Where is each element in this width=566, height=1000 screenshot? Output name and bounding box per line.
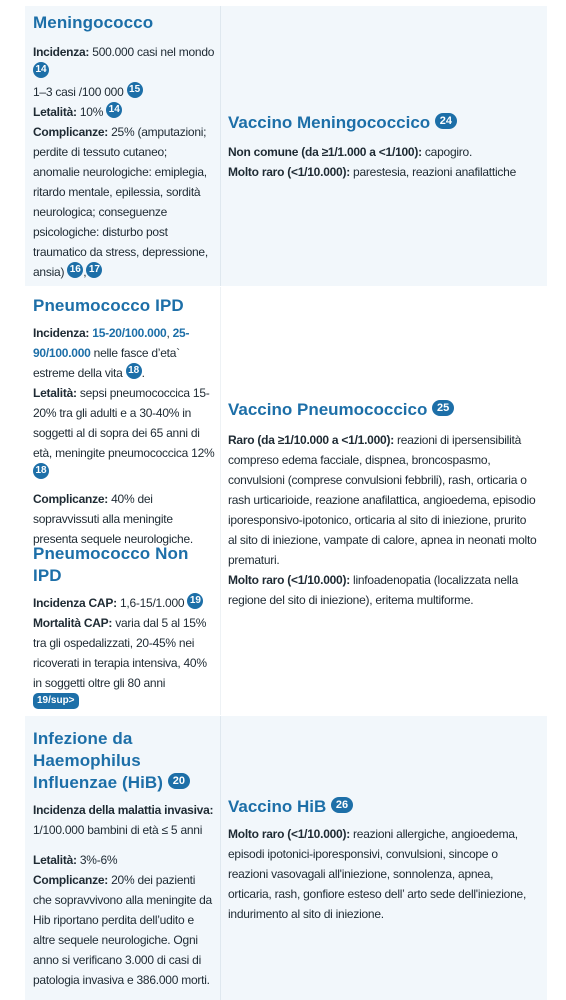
disease-title: Infezione da Haemophilus Influenzae (HiB) 20 [33, 728, 216, 794]
reference-badge[interactable]: 18 [126, 363, 142, 379]
reference-badge[interactable]: 14 [106, 102, 122, 118]
disease-column [25, 716, 220, 1000]
reference-badge[interactable]: 26 [331, 797, 353, 813]
disease-column [25, 6, 220, 286]
reference-badge[interactable]: 19 [187, 593, 203, 609]
incidence-text: Incidenza: 500.000 casi nel mondo 14 1–3 casi /100 000 15 Letalità: 10% 14 Complicanze: 25% (amputazioni; perdite di tessuto cutaneo; anomalie neurologiche: emiplegia, ritardo mentale, epilessia, sordità neurologica; conseguenze psicologiche: disturbo post traumatico da stress, depressione, ansia) 16 , 17 [33, 45, 215, 279]
reference-badge[interactable]: 20 [168, 773, 190, 789]
disease-column [25, 287, 220, 715]
vaccine-title: Vaccino Meningococcico 24 [228, 112, 537, 134]
vaccine-title: Vaccino Pneumococcico 25 [228, 399, 537, 421]
reference-badge[interactable]: 14 [33, 62, 49, 78]
reference-badge[interactable]: 25 [432, 400, 454, 416]
vaccine-title: Vaccino HiB 26 [228, 796, 537, 818]
reference-badge[interactable]: 24 [435, 113, 457, 129]
vaccine-column [221, 716, 547, 1000]
reference-badge[interactable]: 17 [86, 262, 102, 278]
vaccine-column [221, 6, 547, 286]
pneumococco-row [25, 287, 547, 715]
complications-text: Complicanze: 25% (amputazioni; perdite di tessuto cutaneo; anomalie neurologiche: emiplegia, ritardo mentale, epilessia, sordità neurologica; conseguenze psicologiche: disturbo post traumatico da stress, depressione, ansia) [33, 125, 208, 279]
disease-title: Meningococco [33, 13, 154, 32]
incidence-text: Incidenza della malattia invasiva: 1/100.000 bambini di età ≤ 5 anni Letalità: 3%-6% Complicanze: 20% dei pazienti che sopravvivono alla meningite da Hib riportano perdita dell’udito e altre sequele neurologiche. Ogni anno si verificano 3.000 di casi di patologia invasiva e 386.000 morti. [33, 803, 214, 987]
incidence-text: Incidenza: 15-20/100.000, 25-90/100.000 nelle fasce d’eta` estreme della vita 18 . Letalità: sepsi pneumococcica 15-20% tra gli adulti e a 30-40% in soggetti al di sopra dei 65 anni di età, meningite pneumococcica 12% 18 Complicanze: 40% dei sopravvissuti alla meningite presenta sequele neurologiche. [33, 326, 215, 546]
incidence-text: Incidenza CAP: 1,6-15/1.000 19 Mortalità CAP: varia dal 5 al 15% tra gli ospedalizzati, 20-45% nei ricoverati in terapia intensiva, 40% in soggetti oltre gli 80 anni 19/sup> [33, 593, 216, 713]
reference-badge[interactable]: 18 [33, 463, 49, 479]
side-effects-text: Non comune (da ≥1/1.000 a <1/100): capogiro. Molto raro (<1/10.000): parestesia, reazioni anafilattiche [228, 145, 516, 179]
meningococco-row [25, 6, 547, 286]
vaccine-column [221, 287, 547, 715]
reference-badge[interactable]: 19/sup> [33, 693, 79, 709]
hib-row [25, 716, 547, 1000]
side-effects-text: Molto raro (<1/10.000): reazioni allergiche, angioedema, episodi ipotonici-iporesponsivi, convulsioni, sincope o reazioni vasovagali all'iniezione, sonnolenza, apnea, orticaria, rash, gonfiore esteso dell’ arto sede dell'iniezione, indurimento al sito di iniezione. [228, 827, 527, 921]
disease-title: Pneumococco IPD [33, 296, 184, 315]
side-effects-text: Raro (da ≥1/10.000 a <1/1.000): reazioni di ipersensibilità compreso edema facciale, dispnea, broncospasmo, convulsioni (comprese convulsioni febbrili), rash, orticaria o rash urticarioide, reazione anafilattica, angioedema, episodio iporesponsivo-ipotonico, orticaria al sito di iniezione, prurito al sito di iniezione, vampate di calore, apnea in neonati molto prematuri. Molto raro (<1/10.000): linfoadenopatia (localizzata nella regione del sito di iniezione), eritema multiforme. [228, 433, 537, 607]
disease-title: Pneumococco Non IPD [33, 544, 189, 585]
reference-badge[interactable]: 15 [127, 82, 143, 98]
reference-badge[interactable]: 16 [67, 262, 83, 278]
